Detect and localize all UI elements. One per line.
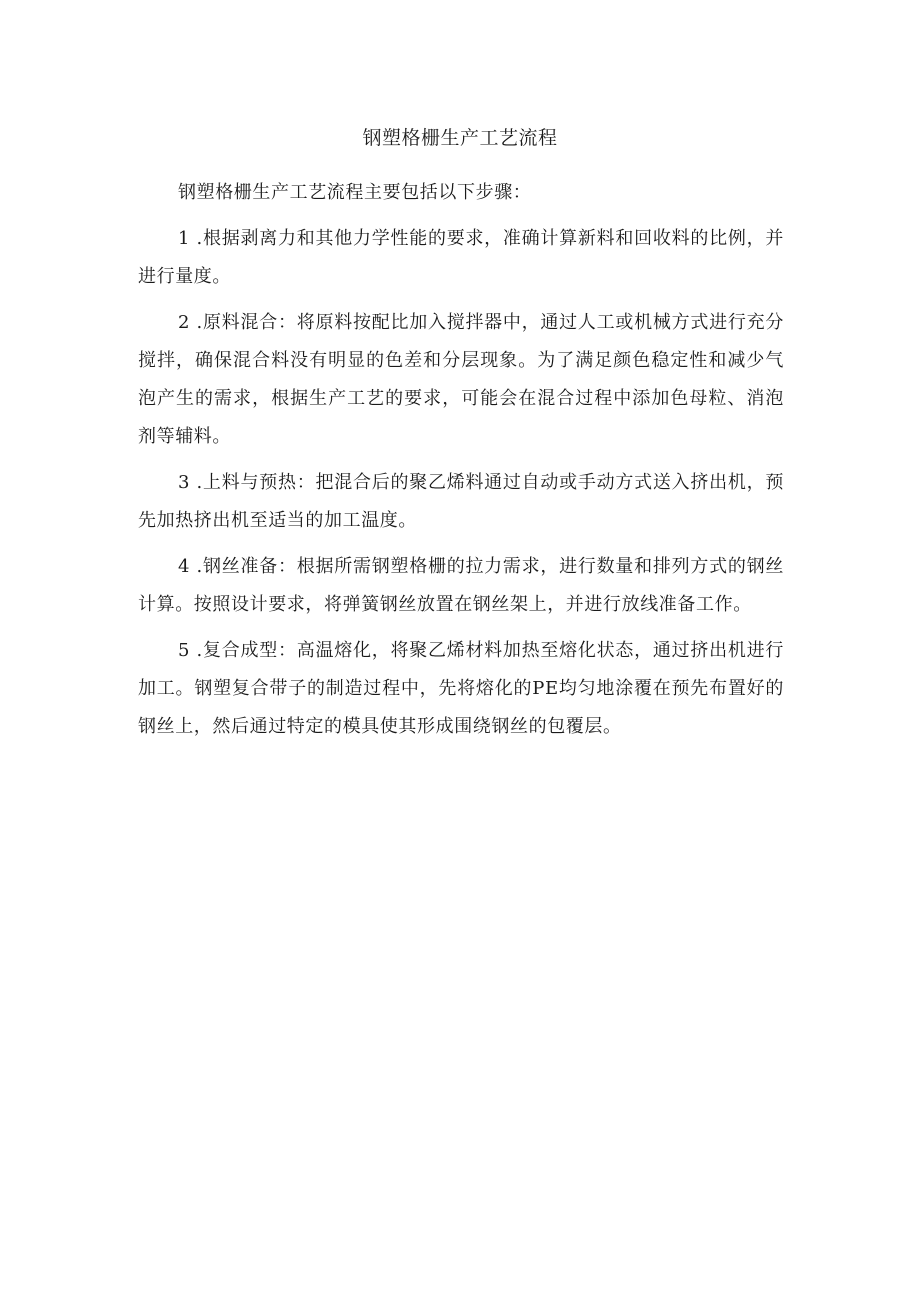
- step-paragraph: [138, 464, 784, 540]
- step-paragraph: [138, 632, 784, 746]
- document-title: 钢塑格栅生产工艺流程: [362, 127, 558, 149]
- step-number: 2 .: [178, 312, 203, 333]
- step-number: 4 .: [178, 556, 203, 577]
- document-body: [138, 174, 784, 754]
- step-text: 上料与预热：把混合后的聚乙烯料通过自动或手动方式送入挤出机，预先加热挤出机至适当的加工温度。: [138, 472, 784, 531]
- intro-paragraph: 钢塑格栅生产工艺流程主要包括以下步骤：: [178, 182, 532, 203]
- step-number: 1 .: [178, 228, 203, 249]
- step-paragraph: [138, 548, 784, 624]
- step-text: 原料混合：将原料按配比加入搅拌器中，通过人工或机械方式进行充分搅拌，确保混合料没有明显的色差和分层现象。为了满足颜色稳定性和减少气泡产生的需求，根据生产工艺的要求，可能会在混合过程中添加色母粒、消泡剂等辅料。: [138, 312, 784, 447]
- step-paragraph: [138, 304, 784, 456]
- step-number: 3 .: [178, 472, 203, 493]
- step-text: 根据剥离力和其他力学性能的要求，准确计算新料和回收料的比例，并进行量度。: [138, 228, 784, 287]
- step-paragraph: [138, 220, 784, 296]
- step-text: 钢丝准备：根据所需钢塑格栅的拉力需求，进行数量和排列方式的钢丝计算。按照设计要求，将弹簧钢丝放置在钢丝架上，并进行放线准备工作。: [138, 556, 784, 615]
- step-number: 5 .: [178, 640, 203, 661]
- step-text: 复合成型：高温熔化，将聚乙烯材料加热至熔化状态，通过挤出机进行加工。钢塑复合带子的制造过程中，先将熔化的PE均匀地涂覆在预先布置好的钢丝上，然后通过特定的模具使其形成围绕钢丝的包覆层。: [138, 640, 784, 737]
